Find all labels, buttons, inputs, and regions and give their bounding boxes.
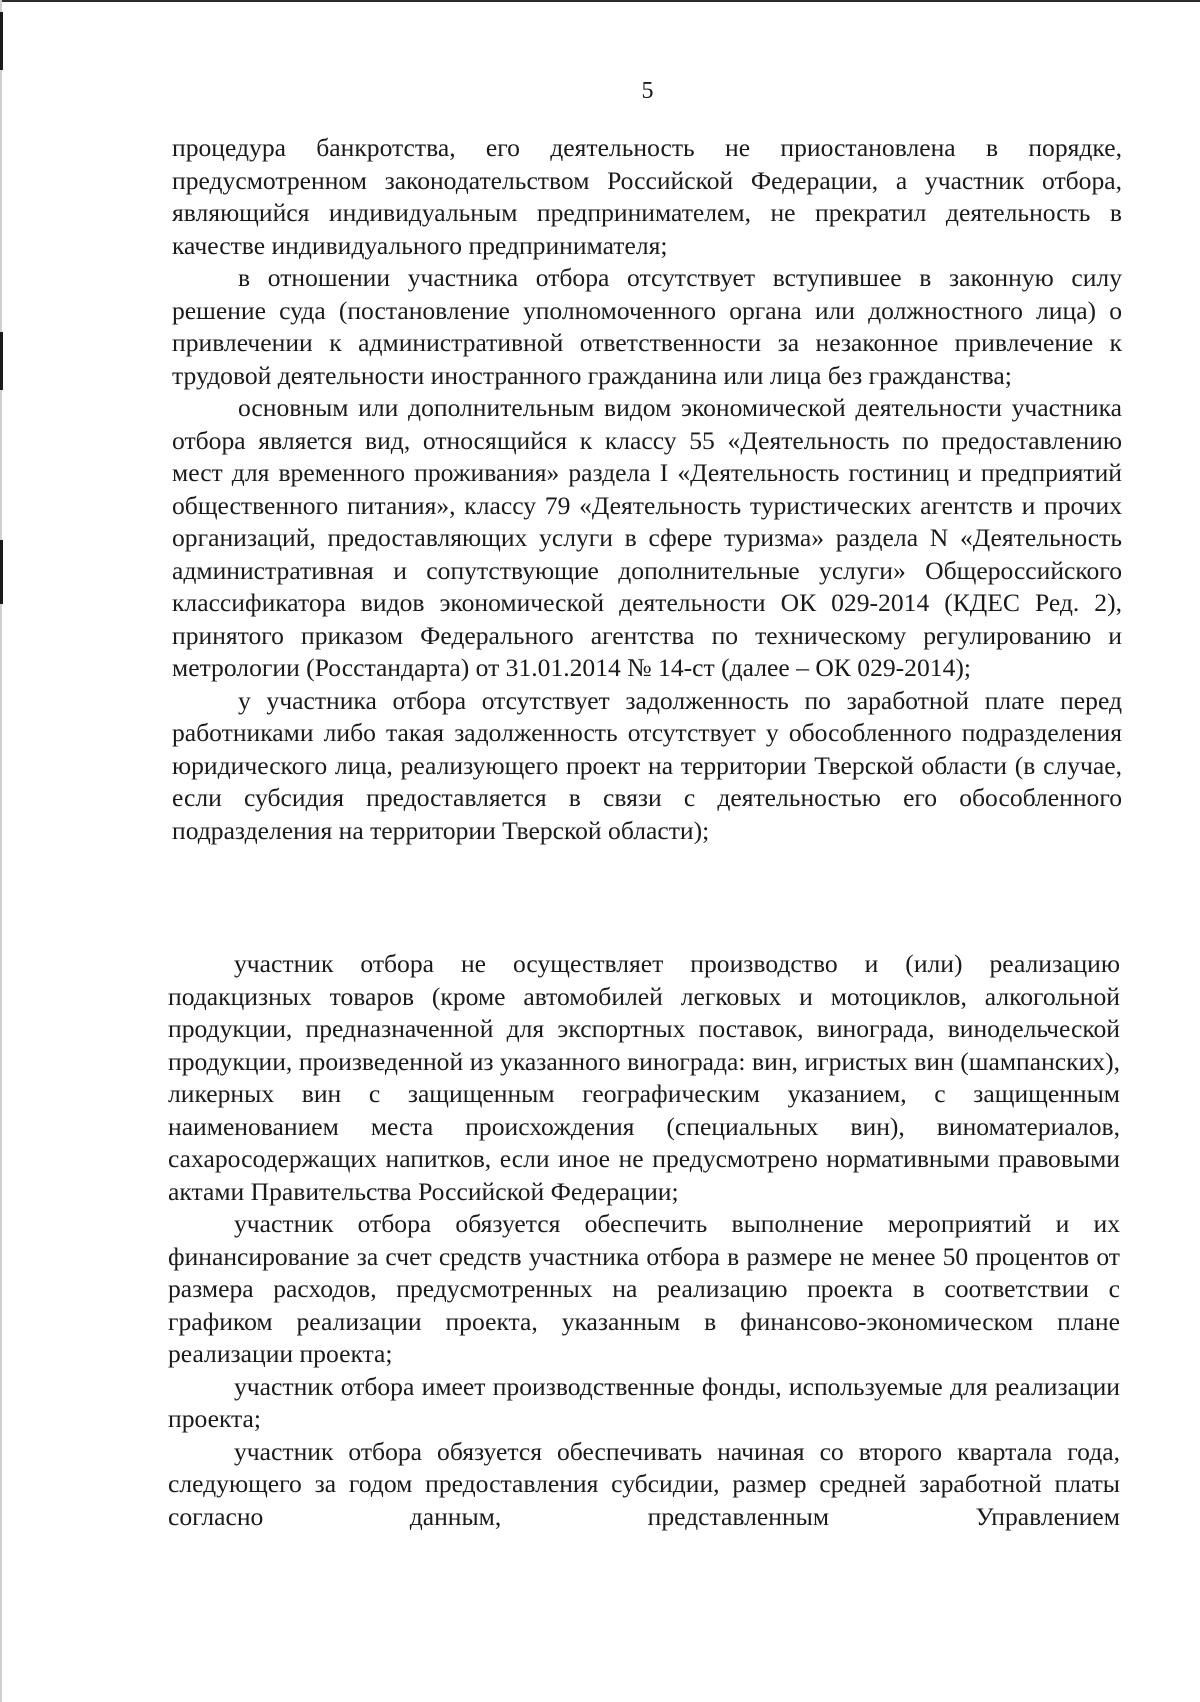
scan-margin-mark [0,12,3,70]
paragraph: основным или дополнительным видом экономической деятельности участника отбора является вид, относящийся к классу 55 «Деятельность по предоставлению мест для временного проживания» раздела I «Деятельность гостиниц и предприятий общественного питания», классу 79 «Деятельность туристических агентств и прочих организаций, предоставляющих услуги в сфере туризма» раздела N «Деятельность административная и сопутствующие дополнительные услуги» Общероссийского классификатора видов экономической деятельности ОК 029-2014 (КДЕС Ред. 2), принятого приказом Федерального агентства по техническому регулированию и метрологии (Росстандарта) от 31.01.2014 № 14-ст (далее – ОК 029-2014); [172,393,1122,682]
scan-margin-mark [0,540,3,604]
paragraph: процедура банкротства, его деятельность не приостановлена в порядке, предусмотренном законодательством Российской Федерации, а участник отбора, являющийся индивидуальным предпринимателем, не прекратил деятельность в качестве индивидуального предпринимателя; [172,133,1122,260]
scan-margin-mark [0,332,3,390]
paragraph: участник отбора не осуществляет производство и (или) реализацию подакцизных товаров (кроме автомобилей легковых и мотоциклов, алкогольной продукции, предназначенной для экспортных поставок, винограда, винодельческой продукции, произведенной из указанного винограда: вин, игристых вин (шампанских), ликерных вин с защищенным географическим указанием, с защищенным наименованием места происхождения (специальных вин), виноматериалов, сахаросодержащих напитков, если иное не предусмотрено нормативными правовыми актами Правительства Российской Федерации; [168,949,1120,1206]
document-body-continued [168,948,1120,1533]
document-body [172,132,1122,847]
scan-left-edge [0,0,2,1702]
scan-top-edge [0,0,1200,2]
paragraph: участник отбора обязуется обеспечивать начиная со второго квартала года, следующего за годом предоставления субсидии, размер средней заработной платы согласно данным, представленным Управлением [168,1436,1120,1531]
paragraph: участник отбора обязуется обеспечить выполнение мероприятий и их финансирование за счет средств участника отбора в размере не менее 50 процентов от размера расходов, предусмотренных на реализацию проекта в соответствии с графиком реализации проекта, указанным в финансово-экономическом плане реализации проекта; [168,1209,1120,1368]
paragraph: участник отбора имеет производственные фонды, используемые для реализации проекта; [168,1371,1120,1433]
page-number: 5 [641,78,654,104]
paragraph: в отношении участника отбора отсутствует вступившее в законную силу решение суда (постановление уполномоченного органа или должностного лица) о привлечении к административной ответственности за незаконное привлечение к трудовой деятельности иностранного гражданина или лица без гражданства; [172,263,1122,390]
paragraph: у участника отбора отсутствует задолженность по заработной плате перед работниками либо такая задолженность отсутствует у обособленного подразделения юридического лица, реализующего проект на территории Тверской области (в случае, если субсидия предоставляется в связи с деятельностью его обособленного подразделения на территории Тверской области); [172,685,1122,845]
